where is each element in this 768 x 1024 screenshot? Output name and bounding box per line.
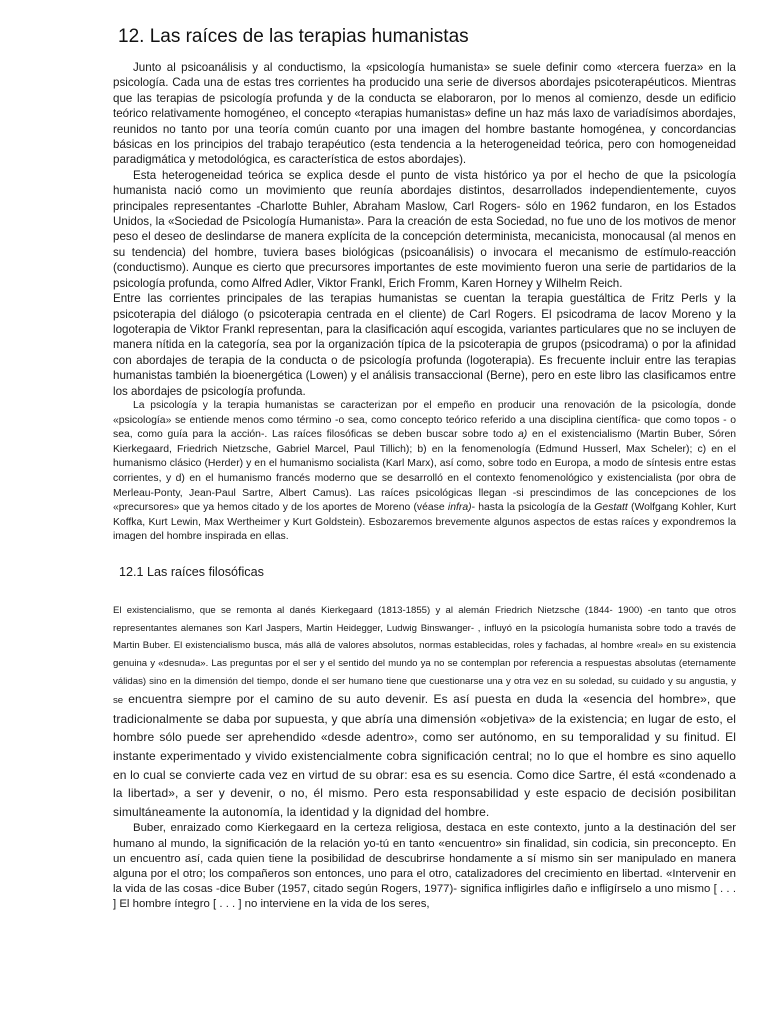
document-body — [113, 60, 736, 913]
paragraph-1: Junto al psicoanálisis y al conductismo, la «psicología humanista» se suele definir como «tercera fuerza» en la psicología. Cada una de estas tres corrientes ha producido una serie de diversos abordajes psicoterapéuticos. Mientras que las terapias de psicología profunda y de la conducta se elaboraron, por lo menos al comienzo, desde un edificio teórico relativamente homogéneo, el concepto «terapias humanistas» define un haz más laxo de variadísimos abordajes, reunidos no tanto por una teoría común cuanto por una imagen del hombre bastante homogénea, y concordancias básicas en los principios del trabajo terapéutico (esta tendencia a la heterogeneidad teórica, pero con homogeneidad paradigmática y metodológica, es característica de estos abordajes). — [113, 61, 736, 167]
paragraph-3: Entre las corrientes principales de las terapias humanistas se cuentan la terapia guestáltica de Fritz Perls y la psicoterapia del diálogo (o psicoterapia centrada en el cliente) de Carl Rogers. El psicodrama de lacov Moreno y la logoterapia de Viktor Frankl representan, para la clasificación aquí escogida, variantes particulares que no se incluyen de manera nítida en la categoría, sea por la organización típica de la psicoterapia de grupos (psicodrama) o por la afinidad con abordajes de terapia de la conducta o de psicología profunda (logoterapia). Es frecuente incluir entre las terapias humanistas también la bioenergética (Lowen) y el análisis transaccional (Berne), pero en este libro las clasificamos entre los abordajes de psicología profunda. — [113, 292, 736, 398]
paragraph-4-text-d: (Wolfgang Kohler, Kurt Koffka, Kurt Lewin, Max Wertheimer y Kurt Goldstein). Esbozaremos brevemente algunos aspectos de estas raíces y expondremos la imagen del hombre inspirada en ellas. — [113, 502, 736, 543]
paragraph-4-text-c: - hasta la psicología de la — [471, 502, 592, 514]
paragraph-4-italic-infra: infra) — [447, 502, 472, 514]
paragraph-4 — [113, 399, 736, 545]
paragraph-2: Esta heterogeneidad teórica se explica desde el punto de vista histórico ya por el hecho de que la psicología humanista nació como un movimiento que reunía abordajes distintos, desarrollados independientemente, cuyos principales representantes -Charlotte Buhler, Abraham Maslow, Carl Rogers- sólo en 1962 fundaron, en los Estados Unidos, la «Sociedad de Psicología Humanista». Para la creación de esta Sociedad, no fue uno de los motivos de menor peso el deseo de deslindarse de manera explícita de la concepción determinista, mecanicista, monocausal (al menos en su tendencia) del hombre, tuviera bases biológicas (psicoanálisis) o invocara el mecanismo de estímulo-reacción (conductismo). Aunque es cierto que precursores importantes de este movimiento fueron una serie de partidarios de la psicología profunda, como Alfred Adler, Viktor Frankl, Erich Fromm, Karen Horney y Wilhelm Reich. — [113, 168, 736, 290]
paragraph-4-text-a: La psicología y la terapia humanistas se caracterizan por el empeño en producir una renovación de la psicología, donde «psicología» se entiende menos como término -o sea, como concepto teórico referido a una disciplina científica- que como topos - o sea, como guía para la acción-. Las raíces filosóficas se deben buscar sobre todo — [113, 399, 736, 441]
paragraph-4-italic-a: a) — [518, 429, 528, 441]
section-paragraph-1-small: El existencialismo, que se remonta al danés Kierkegaard (1813-1855) y al alemán Friedrich Nietzsche (1844- 1900) -en tanto que otros representantes alemanes son Karl Jaspers, Martin Heidegger, Ludwig Binswanger- , influyó en la psicología humanista sobre todo a través de Martin Buber. El existencialismo busca, más allá de valores absolutos, normas establecidas, roles y fachadas, al hombre «real» en su existencia genuina y «desnuda». Las preguntas por el ser y el sentido del mundo ya no se contemplan por referencia a respuestas absolutas (eternamente válidas) sino en la dimensión del tiempo, donde el ser humano tiene que cuestionarse una y otra vez en su soledad, su cuidado y su angustia, y se — [113, 605, 736, 707]
paragraph-4-italic-gestatt: Gestatt — [594, 502, 628, 514]
section-heading: 12.1 Las raíces filosóficas — [119, 564, 264, 579]
section-paragraph-1-large: encuentra siempre por el camino de su auto devenir. Es así puesta en duda la «esencia del hombre», que tradicionalmente se daba por supuesta, y que abría una dimensión «objetiva» de la existencia; en lugar de esto, el hombre sólo puede ser aprehendido «desde adentro», como ser autónomo, en su temporalidad y su finitud. El instante experimentado y vivido existencialmente cobra significación central; no lo que el hombre es sino aquello en lo cual se convierte cada vez en virtud de su obrar: esa es su esencia. Como dice Sartre, él está «condenado a la libertad», a ser y devenir, o no, él mismo. Pero esta responsabilidad y este espacio de decisión posibilitan simultáneamente la autonomía, la identidad y la dignidad del hombre. — [113, 692, 736, 819]
paragraph-4-text-b: en el existencialismo (Martin Buber, Sóren Kierkegaard, Friedrich Nietzsche, Gabriel Marcel, Paul Tillich); b) en la fenomenología (Edmund Husserl, Max Scheler); c) en el humanismo clásico (Herder) y en el humanismo socialista (Karl Marx), así como, sobre todo en Europa, a modo de síntesis entre estas corrientes, y d) en el humanismo francés moderno que se desarrolló en el contexto fenomenológico y existencialista (por obra de Merleau-Ponty, Jean-Paul Sartre, Albert Camus). Las raíces psicológicas llegan -si prescindimos de las concepciones de los «precursores» que ya hemos citado y de los aportes de Moreno (véase — [113, 429, 737, 514]
section-paragraph-1 — [113, 602, 736, 821]
section-paragraph-2: Buber, enraizado como Kierkegaard en la certeza religiosa, destaca en este contexto, junto a la destinación del ser humano al mundo, la significación de la relación yo-tú en tanto «encuentro» sin finalidad, sin codicia, sin preconcepto. En un encuentro así, cada quien tiene la posibilidad de descubrirse hondamente a sí mismo sin ser manipulado en manera alguna por el otro; los compañeros son entonces, uno para el otro, catalizadores del crecimiento en libertad. «Intervenir en la vida de las cosas -dice Buber (1957, citado según Rogers, 1977)- significa infligirles daño e infligírselo a uno mismo [ . . . ] El hombre íntegro [ . . . ] no interviene en la vida de los seres, — [113, 822, 736, 911]
page-title: 12. Las raíces de las terapias humanistas — [118, 26, 469, 47]
